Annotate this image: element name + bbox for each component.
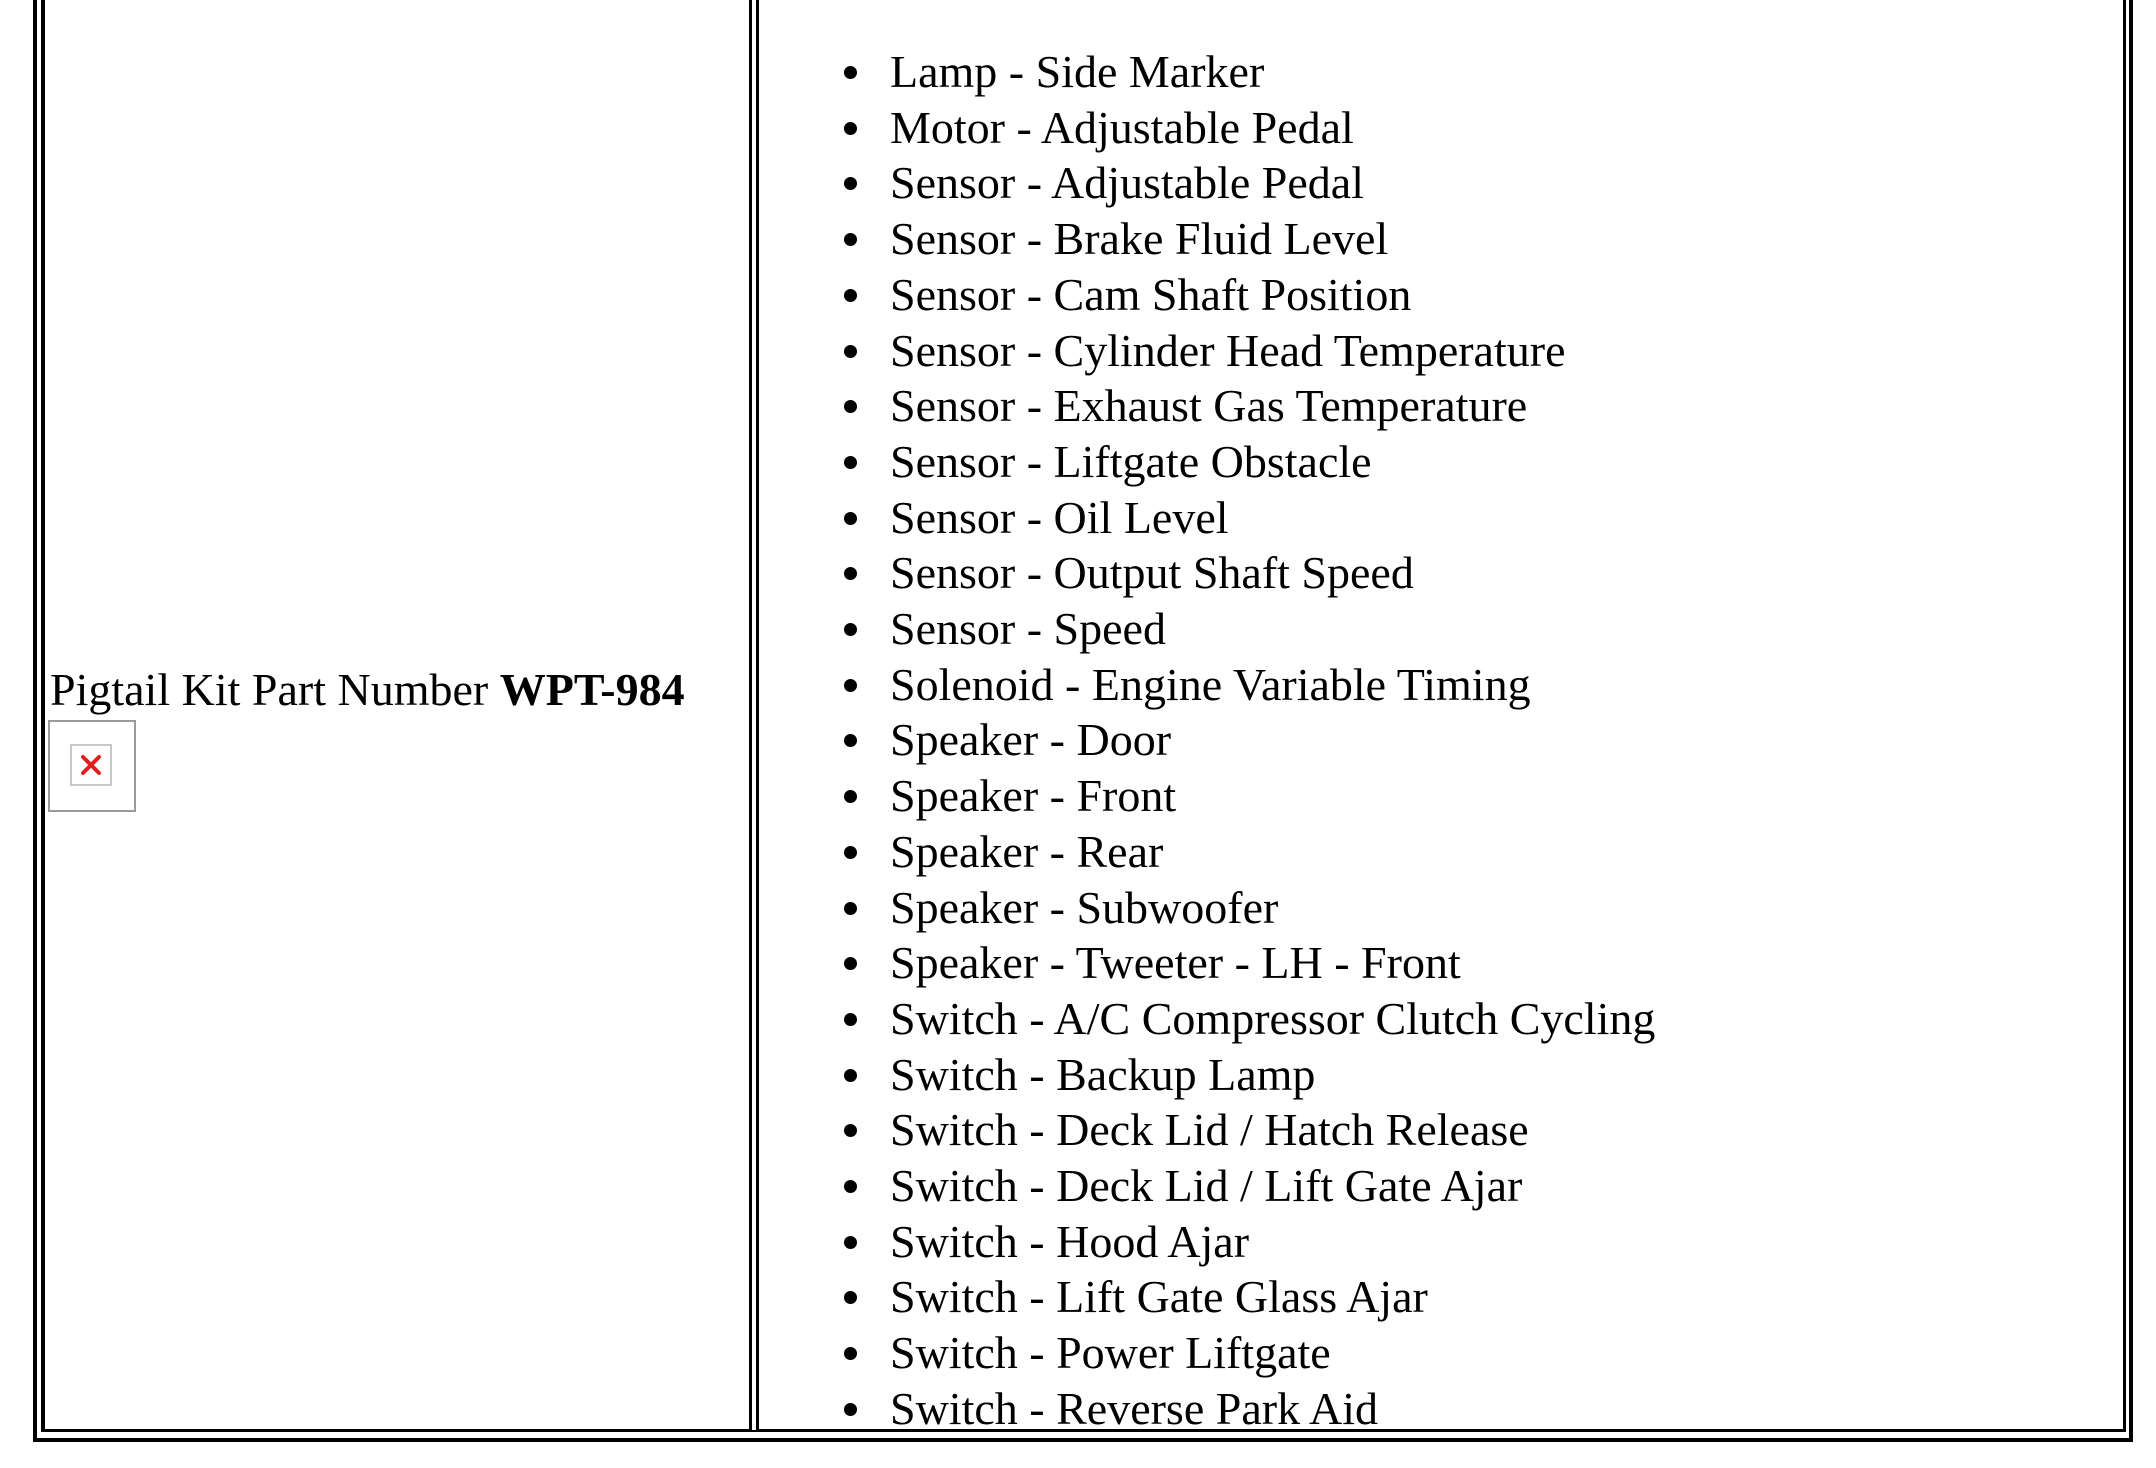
bullet-icon (844, 902, 857, 915)
list-item-text: Sensor - Output Shaft Speed (890, 547, 1414, 599)
list-item-text: Sensor - Oil Level (890, 491, 1229, 543)
list-item (838, 434, 1655, 490)
list-item (838, 1325, 1655, 1381)
list-item-text: Sensor - Exhaust Gas Temperature (890, 380, 1528, 432)
list-item-text: Speaker - Front (890, 770, 1177, 822)
list-item-text: Sensor - Brake Fluid Level (890, 213, 1389, 265)
bullet-icon (844, 289, 857, 302)
bullet-icon (844, 1347, 857, 1360)
red-x-icon (80, 754, 102, 776)
list-item-text: Solenoid - Engine Variable Timing (890, 658, 1531, 710)
list-item (838, 1158, 1655, 1214)
list-item (838, 712, 1655, 768)
list-item (838, 1214, 1655, 1270)
bullet-icon (844, 790, 857, 803)
list-item-text: Switch - Power Liftgate (890, 1327, 1331, 1379)
list-item-text: Sensor - Adjustable Pedal (890, 157, 1364, 209)
list-item-text: Switch - Deck Lid / Lift Gate Ajar (890, 1160, 1523, 1212)
bullet-icon (844, 233, 857, 246)
bullet-icon (844, 734, 857, 747)
list-item-text: Switch - A/C Compressor Clutch Cycling (890, 992, 1656, 1044)
list-item-text: Lamp - Side Marker (890, 46, 1265, 97)
list-item-text: Sensor - Liftgate Obstacle (890, 435, 1372, 487)
bullet-icon (844, 567, 857, 580)
list-item-text: Speaker - Tweeter - LH - Front (890, 937, 1461, 989)
list-item-text: Switch - Reverse Park Aid (890, 1382, 1379, 1434)
bullet-icon (844, 66, 857, 79)
list-item (838, 601, 1655, 657)
list-item (838, 545, 1655, 601)
list-item (838, 1047, 1655, 1103)
bullet-icon (844, 1236, 857, 1249)
broken-image-icon (48, 720, 136, 812)
bullet-icon (844, 345, 857, 358)
kit-label-prefix: Pigtail Kit Part Number (50, 664, 500, 715)
list-item-text: Switch - Hood Ajar (890, 1215, 1250, 1267)
bullet-icon (844, 623, 857, 636)
list-item-text: Sensor - Cylinder Head Temperature (890, 324, 1566, 376)
list-item (838, 824, 1655, 880)
bullet-icon (844, 1013, 857, 1026)
bullet-icon (844, 512, 857, 525)
list-item (838, 490, 1655, 546)
list-item (838, 44, 1655, 100)
bullet-icon (844, 177, 857, 190)
bullet-icon (844, 456, 857, 469)
list-item-text: Switch - Backup Lamp (890, 1048, 1316, 1100)
list-item (838, 211, 1655, 267)
bullet-icon (844, 400, 857, 413)
list-item (838, 1102, 1655, 1158)
list-item-text: Motor - Adjustable Pedal (890, 101, 1354, 153)
list-item (838, 880, 1655, 936)
list-item-text: Speaker - Rear (890, 825, 1164, 877)
bullet-icon (844, 122, 857, 135)
parts-list (838, 44, 1655, 1437)
bullet-icon (844, 1403, 857, 1416)
list-item (838, 991, 1655, 1047)
list-item-text: Speaker - Subwoofer (890, 881, 1279, 933)
list-item (838, 657, 1655, 713)
bullet-icon (844, 1124, 857, 1137)
list-item (838, 323, 1655, 379)
list-item (838, 768, 1655, 824)
bullet-icon (844, 1180, 857, 1193)
list-item-text: Sensor - Speed (890, 603, 1166, 655)
bullet-icon (844, 679, 857, 692)
bullet-icon (844, 1069, 857, 1082)
list-item (838, 155, 1655, 211)
list-item-text: Switch - Deck Lid / Hatch Release (890, 1104, 1529, 1156)
list-item (838, 267, 1655, 323)
list-item-text: Switch - Lift Gate Glass Ajar (890, 1271, 1428, 1323)
list-item-text: Speaker - Door (890, 714, 1172, 766)
bullet-icon (844, 1291, 857, 1304)
list-item (838, 100, 1655, 156)
list-item-text: Sensor - Cam Shaft Position (890, 268, 1412, 320)
bullet-icon (844, 957, 857, 970)
list-item (838, 1381, 1655, 1437)
kit-part-number-label (50, 662, 685, 718)
list-item (838, 378, 1655, 434)
list-item (838, 935, 1655, 991)
bullet-icon (844, 846, 857, 859)
kit-part-number: WPT-984 (499, 664, 685, 715)
list-item (838, 1269, 1655, 1325)
broken-image-frame (70, 744, 112, 786)
